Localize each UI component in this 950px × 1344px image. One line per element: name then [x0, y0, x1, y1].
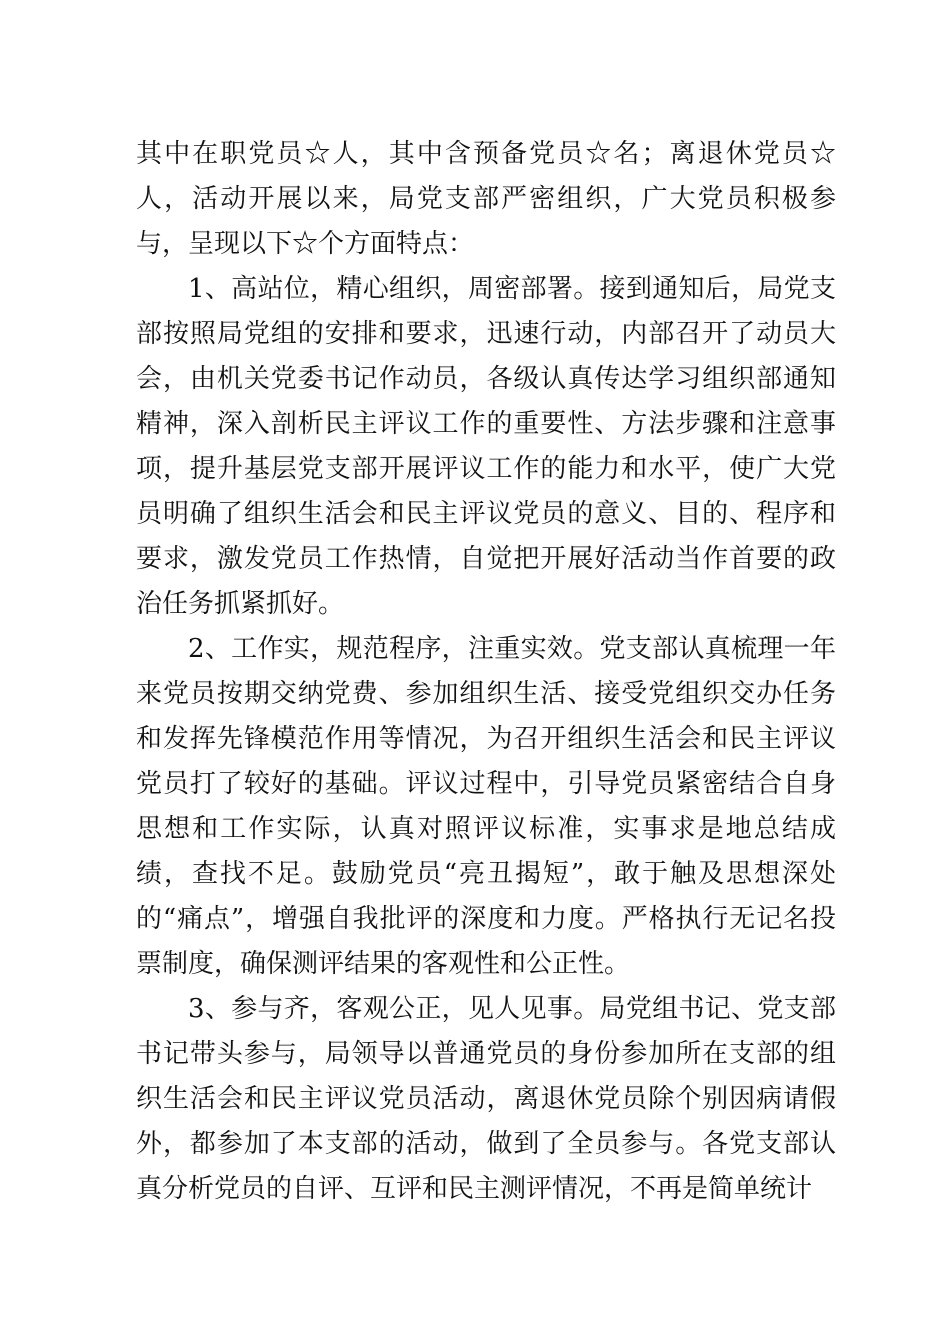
- document-body: [136, 132, 836, 1212]
- paragraph-item-2: 2、工作实，规范程序，注重实效。党支部认真梳理一年来党员按期交纳党费、参加组织生活、接受党组织交办任务和发挥先锋模范作用等情况，为召开组织生活会和民主评议党员打了较好的基础。评议过程中，引导党员紧密结合自身思想和工作实际，认真对照评议标准，实事求是地总结成绩，查找不足。鼓励党员“亮丑揭短”，敢于触及思想深处的“痛点”，增强自我批评的深度和力度。严格执行无记名投票制度，确保测评结果的客观性和公正性。: [136, 634, 836, 979]
- paragraph-intro: 其中在职党员☆人，其中含预备党员☆名；离退休党员☆人，活动开展以来，局党支部严密组织，广大党员积极参与，呈现以下☆个方面特点：: [136, 139, 836, 259]
- paragraph-item-3: 3、参与齐，客观公正，见人见事。局党组书记、党支部书记带头参与，局领导以普通党员的身份参加所在支部的组织生活会和民主评议党员活动，离退休党员除个别因病请假外，都参加了本支部的活动，做到了全员参与。各党支部认真分析党员的自评、互评和民主测评情况，不再是简单统计: [136, 994, 836, 1204]
- paragraph-item-1: 1、高站位，精心组织，周密部署。接到通知后，局党支部按照局党组的安排和要求，迅速行动，内部召开了动员大会，由机关党委书记作动员，各级认真传达学习组织部通知精神，深入剖析民主评议工作的重要性、方法步骤和注意事项，提升基层党支部开展评议工作的能力和水平，使广大党员明确了组织生活会和民主评议党员的意义、目的、程序和要求，激发党员工作热情，自觉把开展好活动当作首要的政治任务抓紧抓好。: [136, 274, 836, 619]
